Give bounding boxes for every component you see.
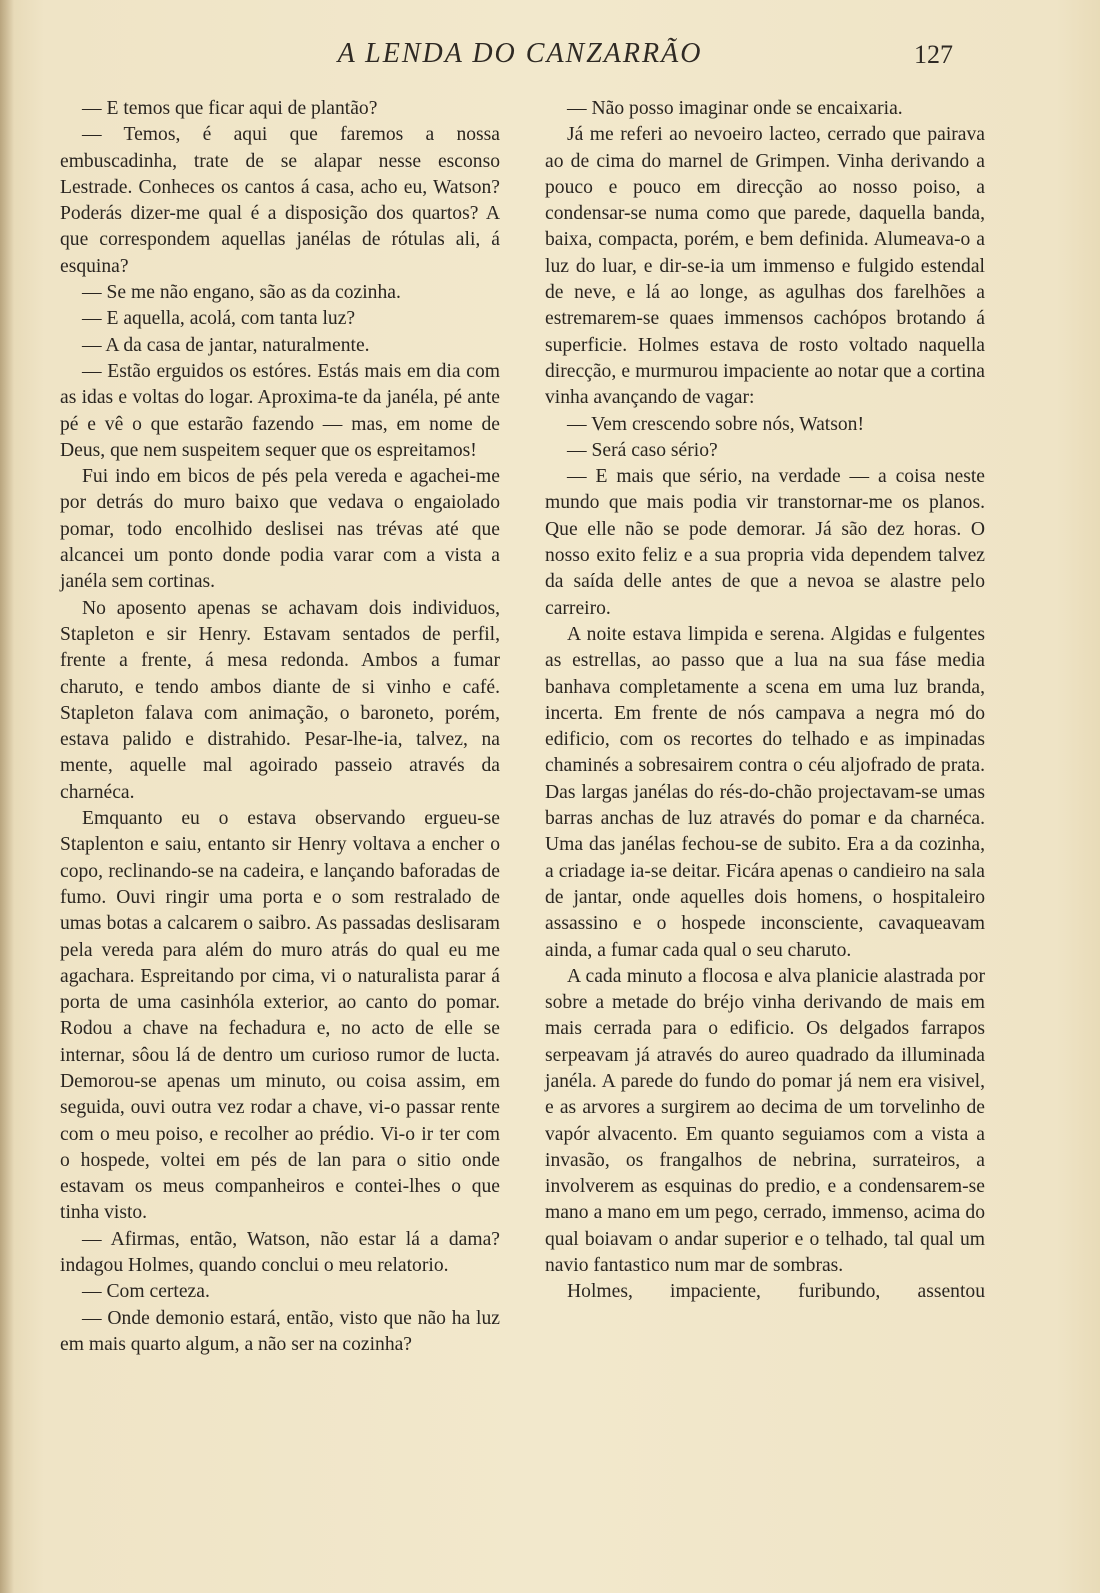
- paragraph: — E aquella, acolá, com tanta luz?: [82, 308, 356, 330]
- paragraph: Emquanto eu o estava observando ergueu-se Staplenton e saiu, entanto sir Henry voltava a encher o copo, reclinando-se na cadeira, e lançando baforadas de fumo. Ouvi ringir uma porta e o som restralado de umas botas a calcarem o saibro. As passadas deslisaram pela vereda para além do muro atrás do qual eu me agachara. Espreitando por cima, vi o naturalista parar á porta de uma casinhóla exterior, ao canto do pomar. Rodou a chave na fechadura e, no acto de elle se internar, sôou lá de dentro um curioso rumor de lucta. Demorou-se apenas um minuto, ou coisa assim, em seguida, ouvi outra vez rodar a chave, vi-o passar rente com o meu poiso, e recolher ao prédio. Vi-o ir ter com o hospede, voltei em pés de lan para o sitio onde estavam os meus companheiros e contei-lhes o que tinha visto.: [60, 808, 500, 1224]
- page-number: 127: [914, 40, 953, 69]
- paragraph: — Afirmas, então, Watson, não estar lá a dama? indagou Holmes, quando conclui o meu relatorio.: [60, 1228, 500, 1277]
- paragraph: No aposento apenas se achavam dois individuos, Stapleton e sir Henry. Estavam sentados de perfil, frente a frente, á mesa redonda. Ambos a fumar charuto, e tendo ambos diante de si vinho e café. Stapleton falava com animação, o baroneto, porém, estava palido e distrahido. Pesar-lhe-ia, talvez, na mente, aquelle mal agoirado passeio através da charnéca.: [60, 597, 500, 803]
- paragraph: Holmes, impaciente, furibundo, assentou: [567, 1281, 985, 1303]
- paragraph: A noite estava limpida e serena. Algidas e fulgentes as estrellas, ao passo que a lua na sua fáse media banhava completamente a scena em uma luz branda, incerta. Em frente de nós campava a negra mó do edificio, com os recortes do telhado e as impinadas chaminés a sobresairem contra o céu aljofrado de prata. Das largas janélas do rés-do-chão projectavam-se umas barras anchas de luz através do pomar e da charnéca. Uma das janélas fechou-se de subito. Era a da cozinha, a criadage ia-se deitar. Ficára apenas o candieiro na sala de jantar, onde aquelles dois homens, o hospitaleiro assassino e o hospede inconsciente, cavaqueavam ainda, a fumar cada qual o seu charuto.: [545, 623, 985, 961]
- paragraph: — Vem crescendo sobre nós, Watson!: [567, 413, 864, 435]
- paragraph: — E mais que sério, na verdade — a coisa neste mundo que mais podia vir transtornar-me os planos. Que elle não se pode demorar. Já são dez horas. O nosso exito feliz e a sua propria vida dependem talvez da saída delle antes de que a nevoa se alastre pelo carreiro.: [545, 466, 985, 619]
- paragraph: — E temos que ficar aqui de plantão?: [82, 98, 378, 119]
- paragraph: Já me referi ao nevoeiro lacteo, cerrado que pairava ao de cima do marnel de Grimpen. Vinha derivando a pouco e pouco em direcção ao nosso poiso, a condensar-se numa como que parede, daquella banda, baixa, compacta, porém, e bem definida. Alumeava-o a luz do luar, e dir-se-ia um immenso e fulgido estendal de neve, e lá ao longe, as agulhas dos farelhões a estremarem-se quaes immensos cachópos brotando á superficie. Holmes estava de rosto voltado naquella direcção, e murmurou impaciente ao notar que a cortina vinha avançando de vagar:: [545, 124, 985, 409]
- paragraph: — Com certeza.: [82, 1281, 210, 1303]
- page-binding-shadow: [0, 0, 14, 1593]
- paragraph: — Será caso sério?: [567, 439, 718, 461]
- right-text-column: [545, 96, 985, 1306]
- paragraph: — Onde demonio estará, então, visto que não ha luz em mais quarto algum, a não ser na cozinha?: [60, 1307, 500, 1355]
- left-text-column: [60, 96, 500, 1358]
- paragraph: — Não posso imaginar onde se encaixaria.: [567, 98, 903, 119]
- paragraph: — A da casa de jantar, naturalmente.: [82, 334, 370, 356]
- paragraph: — Estão erguidos os estóres. Estás mais em dia com as idas e voltas do logar. Aproxima-te da janéla, pé ante pé e vê o que estarão fazendo — mas, em nome de Deus, que nem suspeitem sequer que os espreitamos!: [60, 360, 500, 461]
- running-header-title: A LENDA DO CANZARRÃO: [337, 38, 703, 69]
- paragraph: — Temos, é aqui que faremos a nossa embuscadinha, trate de se alapar nesse esconso Lestrade. Conheces os cantos á casa, acho eu, Watson? Poderás dizer-me qual é a disposição dos quartos? A que correspondem aquellas janélas de rótulas ali, á esquina?: [60, 124, 500, 277]
- paragraph: A cada minuto a flocosa e alva planicie alastrada por sobre a metade do bréjo vinha derivando de mais em mais cerrada para o edificio. Os delgados farrapos serpeavam já através do aureo quadrado da illuminada janéla. A parede do fundo do pomar já nem era visivel, e as arvores a surgirem ao decima de um torvelinho de vapór alvacento. Em quanto seguiamos com a vista a invasão, os frangalhos de nebrina, surrateiros, a involverem as esquinas do predio, e a condensarem-se mano a mano em um pego, cerrado, immenso, acima do qual boiavam o andar superior e o telhado, tal qual um navio fantastico num mar de sombras.: [545, 965, 985, 1277]
- paragraph: Fui indo em bicos de pés pela vereda e agachei-me por detrás do muro baixo que vedava o engaiolado pomar, todo encolhido deslisei nas trévas até que alcancei um ponto donde podia varar com a vista a janéla sem cortinas.: [60, 466, 500, 593]
- paragraph: — Se me não engano, são as da cozinha.: [82, 282, 401, 304]
